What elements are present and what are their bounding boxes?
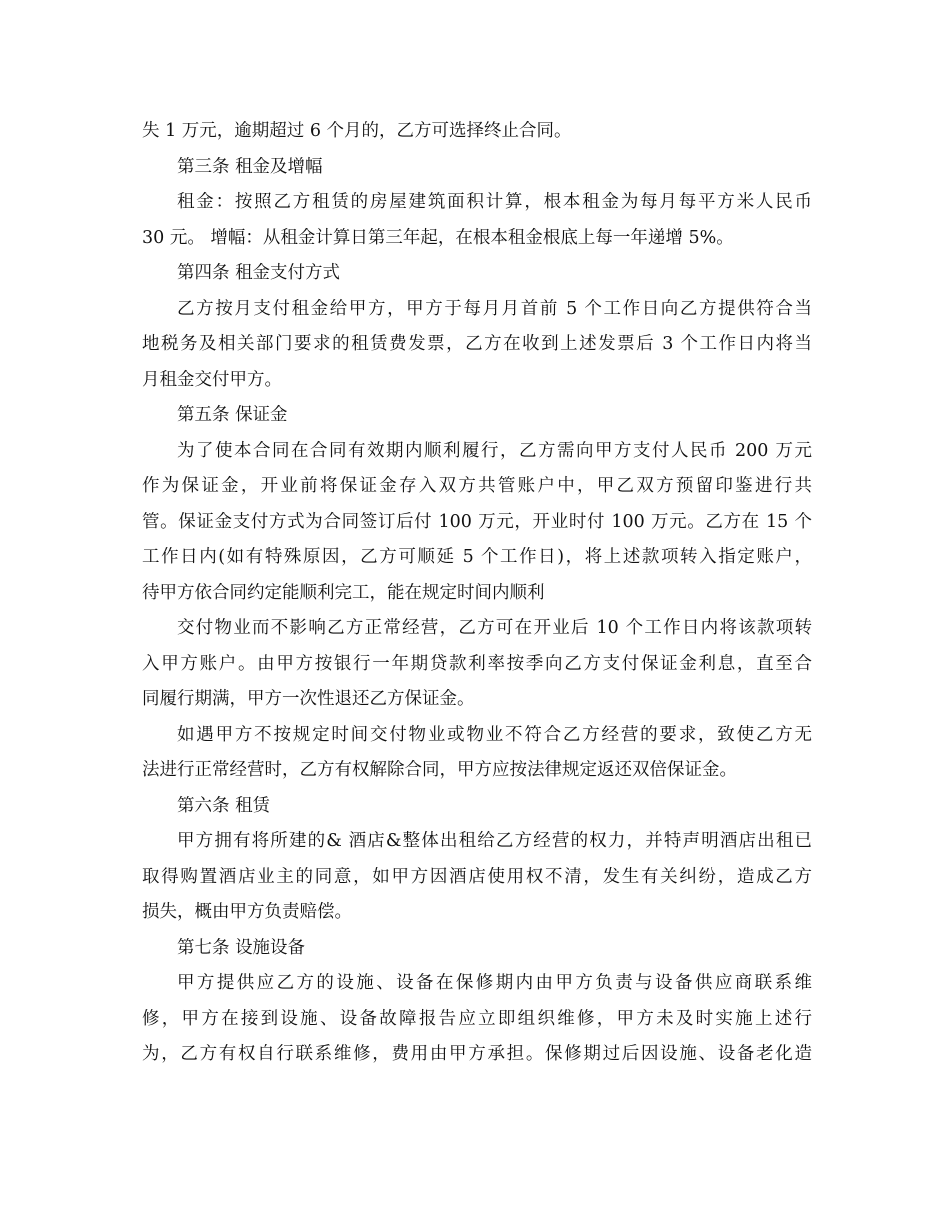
text-line: 为，乙方有权自行联系维修，费用由甲方承担。保修期过后因设施、设备老化造 bbox=[142, 1044, 812, 1064]
text-line: 甲方拥有将所建的& 酒店&整体出租给乙方经营的权力，并特声明酒店出租已 bbox=[177, 831, 812, 851]
text-line: 第七条 设施设备 bbox=[177, 937, 306, 958]
text-line: 地税务及相关部门要求的租赁费发票，乙方在收到上述发票后 3 个工作日内将当 bbox=[142, 334, 812, 354]
text-line: 待甲方依合同约定能顺利完工，能在规定时间内顺利 bbox=[142, 582, 545, 603]
text-line: 取得购置酒店业主的同意，如甲方因酒店使用权不清，发生有关纠纷，造成乙方 bbox=[142, 866, 812, 887]
text-line: 第六条 租赁 bbox=[177, 795, 271, 816]
text-line: 损失，概由甲方负责赔偿。 bbox=[142, 902, 352, 922]
text-line: 入甲方账户。由甲方按银行一年期贷款利率按季向乙方支付保证金利息，直至合 bbox=[142, 653, 812, 674]
text-line: 修，甲方在接到设施、设备故障报告应立即组织维修，甲方未及时实施上述行 bbox=[142, 1008, 812, 1029]
text-line: 租金：按照乙方租赁的房屋建筑面积计算，根本租金为每月每平方米人民币 bbox=[177, 192, 812, 212]
text-line: 第五条 保证金 bbox=[177, 405, 288, 425]
document-body bbox=[142, 114, 812, 1073]
text-line: 同履行期满，甲方一次性退还乙方保证金。 bbox=[142, 689, 475, 709]
text-line: 如遇甲方不按规定时间交付物业或物业不符合乙方经营的要求，致使乙方无 bbox=[177, 724, 812, 745]
text-line: 第四条 租金支付方式 bbox=[177, 263, 341, 283]
text-line: 月租金交付甲方。 bbox=[142, 369, 282, 390]
text-line: 第三条 租金及增幅 bbox=[177, 156, 323, 177]
text-line: 30 元。 增幅：从租金计算日第三年起，在根本租金根底上每一年递增 5%。 bbox=[142, 227, 734, 248]
text-line: 交付物业而不影响乙方正常经营，乙方可在开业后 10 个工作日内将该款项转 bbox=[177, 618, 812, 638]
text-line: 失 1 万元，逾期超过 6 个月的，乙方可选择终止合同。 bbox=[142, 121, 572, 141]
text-line: 为了使本合同在合同有效期内顺利履行，乙方需向甲方支付人民币 200 万元 bbox=[177, 440, 812, 461]
text-line: 作为保证金，开业前将保证金存入双方共管账户中，甲乙双方预留印鉴进行共 bbox=[142, 476, 812, 496]
text-line: 工作日内(如有特殊原因，乙方可顺延 5 个工作日)，将上述款项转入指定账户， bbox=[142, 547, 812, 567]
text-line: 管。保证金支付方式为合同签订后付 100 万元，开业时付 100 万元。乙方在 15 个 bbox=[142, 511, 812, 532]
text-line: 乙方按月支付租金给甲方，甲方于每月月首前 5 个工作日向乙方提供符合当 bbox=[177, 298, 812, 319]
text-line: 法进行正常经营时，乙方有权解除合同，甲方应按法律规定返还双倍保证金。 bbox=[142, 760, 737, 780]
text-line: 甲方提供应乙方的设施、设备在保修期内由甲方负责与设备供应商联系维 bbox=[177, 973, 812, 993]
